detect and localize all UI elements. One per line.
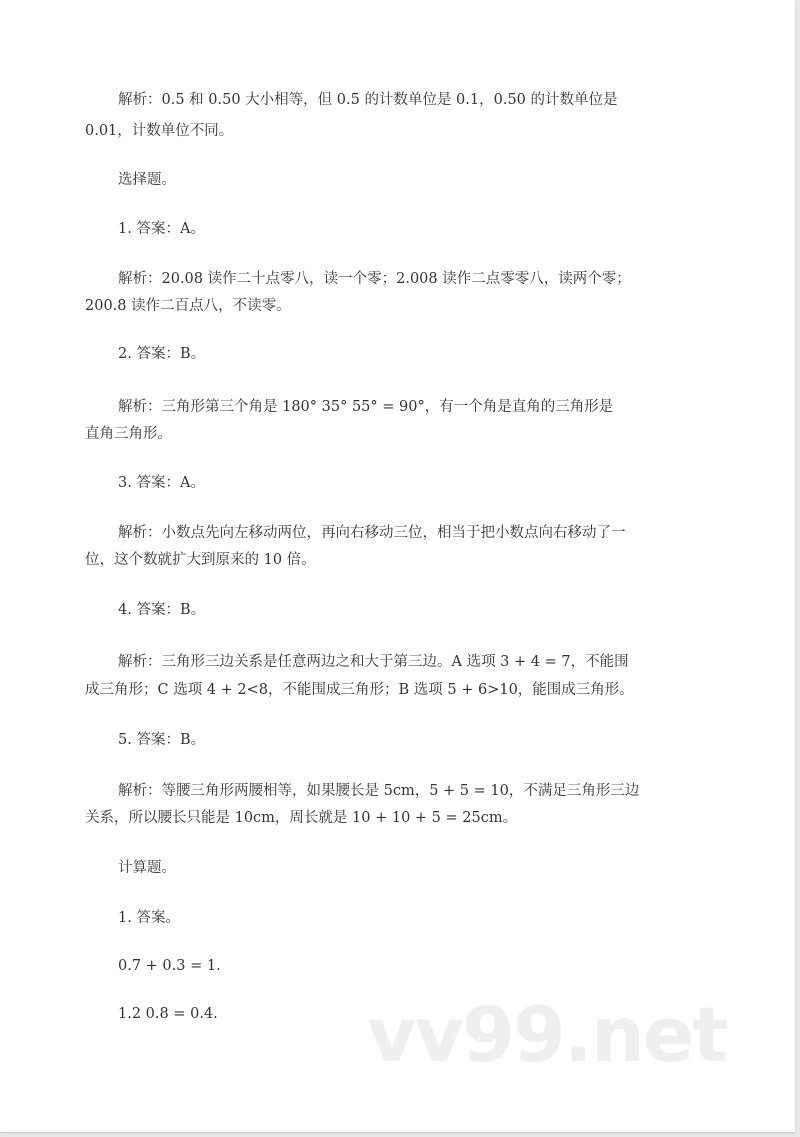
- paragraph-line: 成三角形；C 选项 4 + 2<8，不能围成三角形；B 选项 5 + 6>10，能围成三角形。: [85, 682, 634, 698]
- paragraph-line: 解析：三角形三边关系是任意两边之和大于第三边。A 选项 3 + 4 = 7，不能围: [118, 654, 629, 670]
- equation-line: 0.7 + 0.3 = 1.: [118, 958, 221, 974]
- paragraph-line: 关系，所以腰长只能是 10cm，周长就是 10 + 10 + 5 = 25cm。: [85, 810, 518, 826]
- watermark: vv99.net: [367, 990, 727, 1079]
- paragraph-line: 解析：三角形第三个角是 180° 35° 55° = 90°，有一个角是直角的三角形是: [118, 399, 614, 415]
- paragraph-line: 解析：等腰三角形两腰相等，如果腰长是 5cm，5 + 5 = 10，不满足三角形三边: [118, 783, 640, 799]
- paragraph-line: 0.01，计数单位不同。: [85, 123, 234, 139]
- answer-line: 4. 答案：B。: [118, 602, 206, 618]
- answer-line: 1. 答案。: [118, 910, 180, 926]
- paragraph-line: 解析：0.5 和 0.50 大小相等，但 0.5 的计数单位是 0.1，0.50 的计数单位是: [118, 92, 618, 108]
- paragraph-line: 直角三角形。: [85, 426, 172, 442]
- paragraph-line: 200.8 读作二百点八，不读零。: [85, 298, 291, 314]
- paragraph-line: 解析：小数点先向左移动两位，再向右移动三位，相当于把小数点向右移动了一: [118, 525, 626, 541]
- equation-line: 1.2 0.8 = 0.4.: [118, 1006, 218, 1022]
- paragraph-line: 位，这个数就扩大到原来的 10 倍。: [85, 552, 316, 568]
- section-heading: 计算题。: [118, 860, 176, 876]
- answer-line: 3. 答案：A。: [118, 475, 205, 491]
- answer-line: 2. 答案：B。: [118, 346, 206, 362]
- paragraph-line: 解析：20.08 读作二十点零八，读一个零；2.008 读作二点零零八，读两个零；: [118, 271, 631, 287]
- answer-line: 5. 答案：B。: [118, 732, 206, 748]
- section-heading: 选择题。: [118, 172, 176, 188]
- answer-line: 1. 答案：A。: [118, 221, 205, 237]
